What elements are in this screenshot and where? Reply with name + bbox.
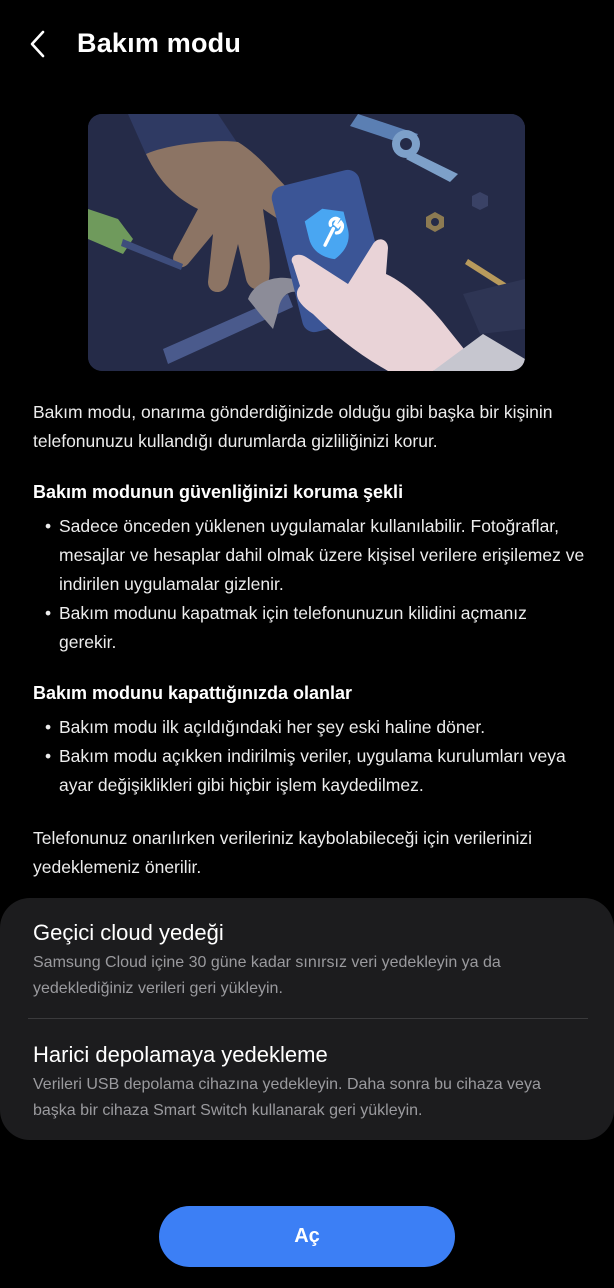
backup-note: Telefonunuz onarılırken verileriniz kaybolabileceği için verilerinizi yedeklemeniz önerilir. bbox=[33, 828, 532, 877]
option-description: Verileri USB depolama cihazına yedekleyin. Daha sonra bu cihaza veya başka bir cihaza Smart Switch kullanarak geri yükleyin. bbox=[33, 1076, 541, 1119]
section-heading-protection: Bakım modunun güvenliğinizi koruma şekli bbox=[33, 482, 404, 502]
option-description: Samsung Cloud içine 30 güne kadar sınırsız veri yedekleyin ya da yedeklediğiniz verileri geri yükleyin. bbox=[33, 954, 501, 997]
maintenance-illustration bbox=[88, 114, 525, 371]
external-storage-backup-option[interactable] bbox=[33, 1040, 583, 1124]
divider bbox=[28, 1018, 588, 1019]
cloud-backup-option[interactable] bbox=[33, 918, 583, 1002]
chevron-left-icon bbox=[28, 29, 48, 59]
intro-text: Bakım modu, onarıma gönderdiğinizde olduğu gibi başka bir kişinin telefonunuzu kullandığı durumlarda gizliliğinizi korur. bbox=[33, 402, 553, 451]
turn-on-button[interactable]: Aç bbox=[159, 1206, 455, 1267]
app-bar bbox=[0, 0, 614, 90]
list-item: • Bakım modunu kapatmak için telefonunuzun kilidini açmanız gerekir. bbox=[33, 599, 588, 657]
option-title: Geçici cloud yedeği bbox=[33, 920, 224, 945]
back-button[interactable] bbox=[22, 28, 54, 60]
list-item: • Bakım modu ilk açıldığındaki her şey eski haline döner. bbox=[33, 713, 588, 742]
hands-phone-tools-illustration bbox=[88, 114, 525, 371]
option-title: Harici depolamaya yedekleme bbox=[33, 1042, 328, 1067]
section-heading-turn-off: Bakım modunu kapattığınızda olanlar bbox=[33, 683, 353, 703]
list-item: • Bakım modu açıkken indirilmiş veriler, uygulama kurulumları veya ayar değişiklikleri gibi hiçbir işlem kaydedilmez. bbox=[33, 742, 588, 800]
list-item: • Sadece önceden yüklenen uygulamalar kullanılabilir. Fotoğraflar, mesajlar ve hesaplar dahil olmak üzere kişisel verilere erişilemez ve indirilen uygulamalar gizlenir. bbox=[33, 512, 588, 599]
turn-off-list bbox=[33, 713, 588, 800]
page-title: Bakım modu bbox=[77, 28, 242, 58]
protection-list bbox=[33, 512, 588, 657]
description-content bbox=[33, 398, 588, 882]
